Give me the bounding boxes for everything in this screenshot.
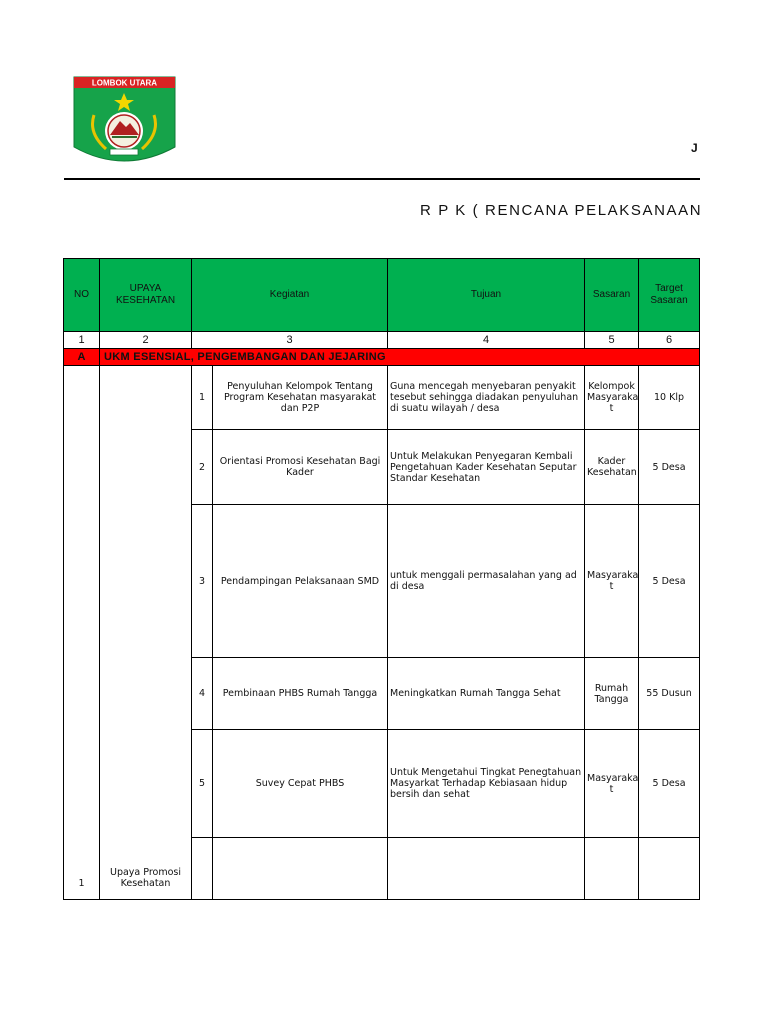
column-number: 3 (192, 332, 388, 349)
activity-name: Penyuluhan Kelompok Tentang Program Kesehatan masyarakat dan P2P (213, 366, 388, 430)
rpk-table (63, 258, 700, 900)
header-sasaran: Sasaran (585, 259, 639, 332)
header-corner-letter: J (691, 141, 698, 155)
activity-goal: Untuk Melakukan Penyegaran Kembali Pengetahuan Kader Kesehatan Seputar Standar Kesehatan (388, 430, 585, 505)
header-target: Target Sasaran (639, 259, 700, 332)
activity-target-group: Kelompok Masyaraka t (585, 366, 639, 430)
activity-target: 55 Dusun (639, 658, 700, 730)
header-tujuan: Tujuan (388, 259, 585, 332)
activity-name: Pendampingan Pelaksanaan SMD (213, 505, 388, 658)
column-number: 6 (639, 332, 700, 349)
header-no: NO (64, 259, 100, 332)
logo-banner-text: LOMBOK UTARA (91, 78, 158, 88)
activity-target: 5 Desa (639, 430, 700, 505)
activity-number (192, 838, 213, 900)
section-title: UKM ESENSIAL, PENGEMBANGAN DAN JEJARING (100, 349, 700, 366)
column-number: 1 (64, 332, 100, 349)
activity-target-group: Kader Kesehatan (585, 430, 639, 505)
activity-number: 4 (192, 658, 213, 730)
activity-number: 2 (192, 430, 213, 505)
table-header-row (64, 259, 700, 332)
activity-goal: Guna mencegah menyebaran penyakit tesebut sehingga diadakan penyuluhan di suatu wilayah / desa (388, 366, 585, 430)
table-row (64, 366, 700, 430)
page-title: R P K ( RENCANA PELAKSANAAN (420, 202, 703, 219)
column-number: 5 (585, 332, 639, 349)
group-upaya: Upaya Promosi Kesehatan (100, 366, 192, 900)
section-row (64, 349, 700, 366)
column-number: 4 (388, 332, 585, 349)
column-number: 2 (100, 332, 192, 349)
activity-target-group: Masyaraka t (585, 730, 639, 838)
activity-number: 5 (192, 730, 213, 838)
activity-target-group: Masyaraka t (585, 505, 639, 658)
activity-target-group: Rumah Tangga (585, 658, 639, 730)
activity-name: Orientasi Promosi Kesehatan Bagi Kader (213, 430, 388, 505)
activity-target: 5 Desa (639, 505, 700, 658)
activity-name: Pembinaan PHBS Rumah Tangga (213, 658, 388, 730)
activity-goal: Meningkatkan Rumah Tangga Sehat (388, 658, 585, 730)
header-upaya: UPAYA KESEHATAN (100, 259, 192, 332)
activity-number: 3 (192, 505, 213, 658)
activity-target: 10 Klp (639, 366, 700, 430)
activity-goal: untuk menggali permasalahan yang ad di desa (388, 505, 585, 658)
activity-target (639, 838, 700, 900)
activity-number: 1 (192, 366, 213, 430)
activity-name (213, 838, 388, 900)
activity-goal: Untuk Mengetahui Tingkat Penegtahuan Masyarkat Terhadap Kebiasaan hidup bersih dan sehat (388, 730, 585, 838)
activity-target-group (585, 838, 639, 900)
header-divider (64, 178, 700, 180)
activity-target: 5 Desa (639, 730, 700, 838)
activity-name: Suvey Cepat PHBS (213, 730, 388, 838)
activity-goal (388, 838, 585, 900)
header-kegiatan: Kegiatan (192, 259, 388, 332)
regency-logo (72, 75, 177, 173)
section-letter: A (64, 349, 100, 366)
column-number-row (64, 332, 700, 349)
group-number: 1 (64, 366, 100, 900)
